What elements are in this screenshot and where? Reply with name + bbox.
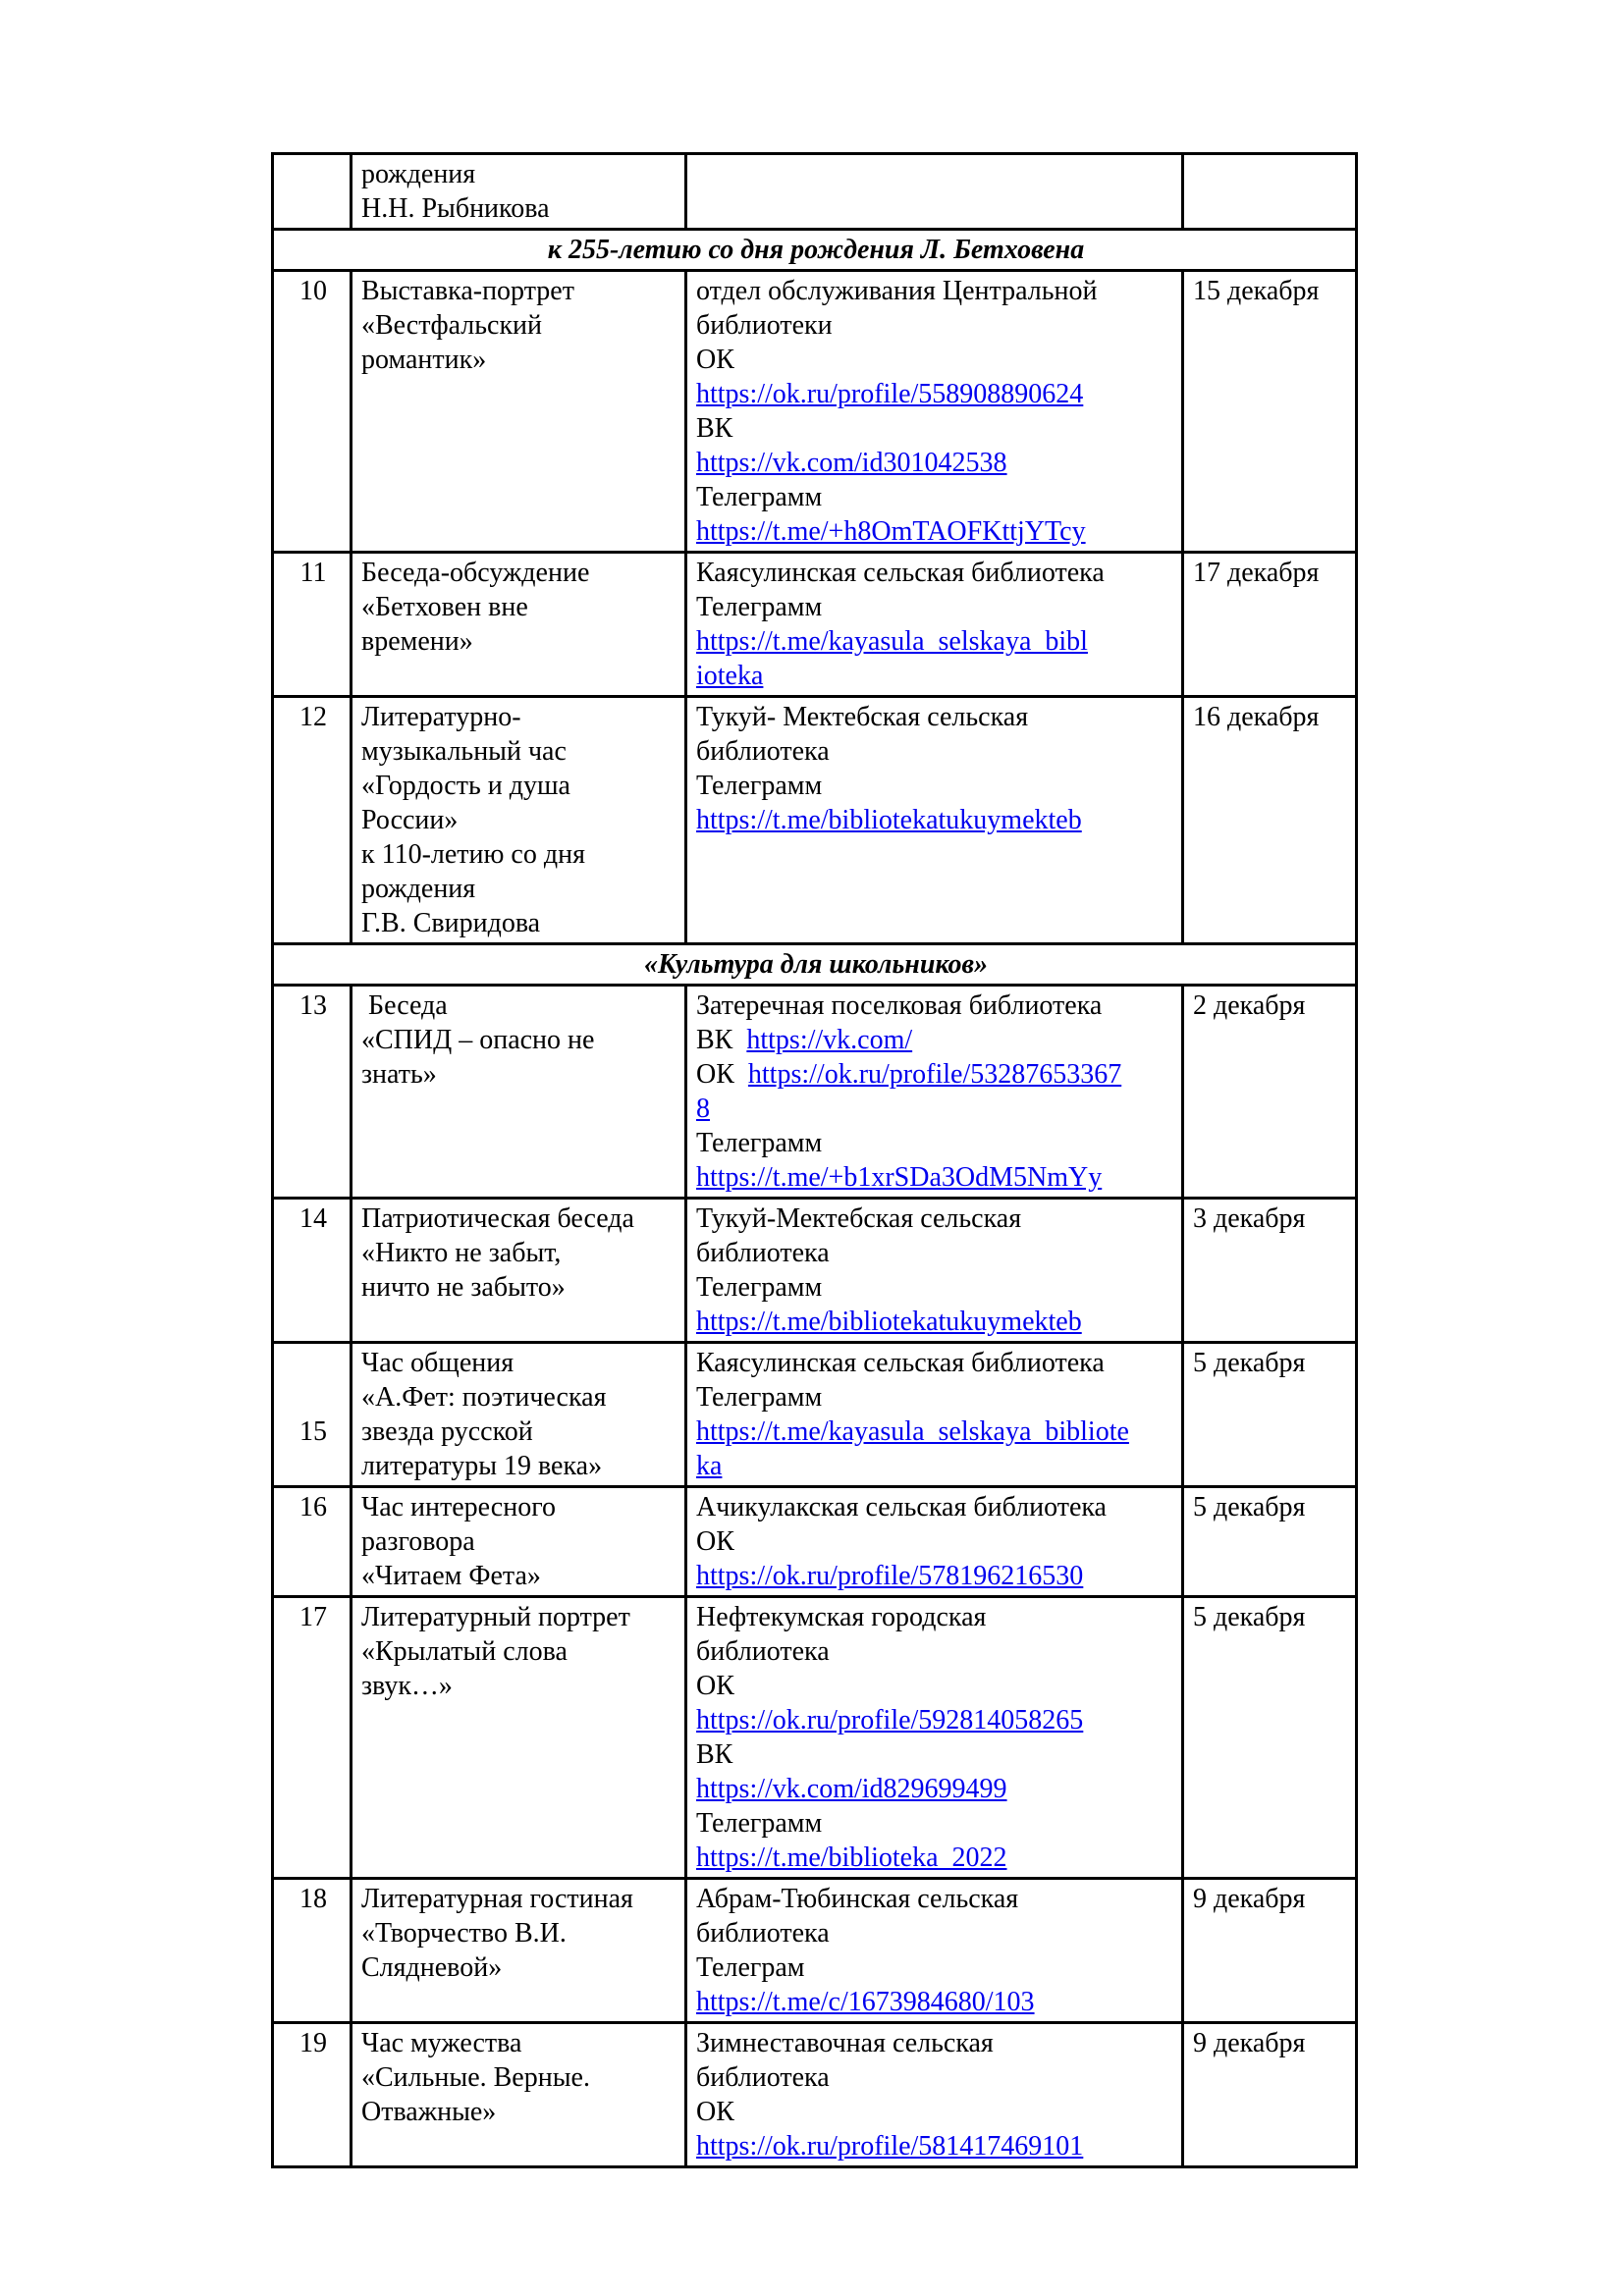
event-details-cell — [686, 1199, 1183, 1343]
event-title-cell — [352, 553, 686, 697]
event-title-cell — [352, 1879, 686, 2023]
event-details-line — [696, 480, 1175, 514]
event-details-line — [696, 1703, 1175, 1737]
row-number-cell — [273, 1879, 352, 2023]
event-title-line: «Бетховен вне — [361, 592, 528, 622]
event-date-cell — [1183, 2023, 1357, 2167]
event-details-line — [696, 1806, 1175, 1841]
event-details-line — [696, 769, 1175, 803]
details-text: Телеграмм — [696, 482, 823, 512]
details-text: Затеречная поселковая библиотека — [696, 990, 1103, 1021]
social-link[interactable]: https://t.me/bibliotekatukuymekteb — [696, 805, 1082, 835]
row-number: 11 — [299, 558, 327, 588]
details-text: ВК — [696, 1739, 733, 1770]
details-text: Телеграмм — [696, 592, 823, 622]
event-title-line: Беседа-обсуждение — [361, 558, 590, 588]
event-details-line — [696, 1236, 1175, 1270]
event-details-line — [696, 308, 1175, 343]
event-date-cell — [1183, 986, 1357, 1199]
event-details-cell — [686, 2023, 1183, 2167]
table-row — [273, 986, 1357, 1199]
details-text: Телеграмм — [696, 1382, 823, 1413]
event-date-cell — [1183, 271, 1357, 553]
event-title-cell — [352, 1199, 686, 1343]
event-details-cell — [686, 1343, 1183, 1487]
event-details-line — [696, 274, 1175, 308]
row-number: 14 — [299, 1203, 327, 1234]
event-title-cell — [352, 1597, 686, 1879]
event-details-line — [696, 343, 1175, 377]
social-link[interactable]: https://t.me/bibliotekatukuymekteb — [696, 1307, 1082, 1337]
event-date: 9 декабря — [1193, 1884, 1306, 1914]
details-text: ОК — [696, 1059, 748, 1090]
social-link[interactable]: https://ok.ru/profile/558908890624 — [696, 379, 1084, 409]
event-details-line — [696, 1490, 1175, 1524]
event-details-line — [696, 1092, 1175, 1126]
event-date: 17 декабря — [1193, 558, 1320, 588]
row-number: 13 — [299, 990, 327, 1021]
section-title: к 255-летию со дня рождения Л. Бетховена — [273, 230, 1357, 271]
event-details-line — [696, 1449, 1175, 1483]
details-text: Телеграмм — [696, 1272, 823, 1303]
row-number-cell — [273, 986, 352, 1199]
event-title-line: «Читаем Фета» — [361, 1561, 541, 1591]
social-link[interactable]: https://vk.com/id301042538 — [696, 448, 1007, 478]
social-link[interactable]: https://ok.ru/profile/581417469101 — [696, 2131, 1084, 2162]
row-number: 10 — [299, 276, 327, 306]
social-link[interactable]: https://ok.ru/profile/53287653367 — [747, 1059, 1122, 1090]
event-title-line: Выставка-портрет — [361, 276, 574, 306]
event-details-line — [696, 1559, 1175, 1593]
event-details-cell — [686, 271, 1183, 553]
table-row — [273, 154, 1357, 230]
event-details-line — [696, 1160, 1175, 1195]
event-date-cell — [1183, 1487, 1357, 1597]
event-date: 15 декабря — [1193, 276, 1320, 306]
table-row — [273, 697, 1357, 944]
event-details-line — [696, 446, 1175, 480]
row-number: 18 — [299, 1884, 327, 1914]
event-title-line: разговора — [361, 1526, 475, 1557]
event-date: 9 декабря — [1193, 2028, 1306, 2058]
event-details-line — [696, 514, 1175, 549]
event-title-cell — [352, 1487, 686, 1597]
table-row — [273, 1343, 1357, 1487]
row-number-cell — [273, 1343, 352, 1487]
event-details-line — [696, 1985, 1175, 2019]
social-link[interactable]: https://ok.ru/profile/578196216530 — [696, 1561, 1084, 1591]
event-title-line: музыкальный час — [361, 736, 567, 767]
event-details-cell — [686, 553, 1183, 697]
event-title-line: Час общения — [361, 1348, 514, 1378]
event-details-cell — [686, 1487, 1183, 1597]
event-details-line — [696, 1600, 1175, 1634]
event-details-line — [696, 1380, 1175, 1415]
event-details-line — [696, 1737, 1175, 1772]
social-link[interactable]: https://t.me/+b1xrSDa3OdM5NmYy — [696, 1162, 1103, 1193]
row-number-cell — [273, 1597, 352, 1879]
event-title-line: Литературно- — [361, 702, 521, 732]
event-title-line: звук…» — [361, 1671, 453, 1701]
event-title-line: Час мужества — [361, 2028, 522, 2058]
event-title-line: Н.Н. Рыбникова — [361, 193, 550, 224]
row-number: 17 — [299, 1602, 327, 1632]
social-link[interactable]: https://vk.com/ — [746, 1025, 913, 1055]
details-text: Нефтекумская городская — [696, 1602, 987, 1632]
event-title-line: литературы 19 века» — [361, 1451, 603, 1481]
details-text: ОК — [696, 1526, 734, 1557]
table-row — [273, 553, 1357, 697]
event-title-line: «А.Фет: поэтическая — [361, 1382, 607, 1413]
event-details-line — [696, 700, 1175, 734]
event-title-line: «СПИД – опасно не — [361, 1025, 595, 1055]
event-title-line: «Творчество В.И. — [361, 1918, 567, 1949]
event-title-line: рождения — [361, 159, 476, 189]
details-text: библиотеки — [696, 310, 833, 341]
row-number: 15 — [299, 1416, 327, 1447]
event-date: 5 декабря — [1193, 1602, 1306, 1632]
row-number: 12 — [299, 702, 327, 732]
event-title-line: к 110-летию со дня — [361, 839, 585, 870]
event-title-line: России» — [361, 805, 459, 835]
event-details-line — [696, 1346, 1175, 1380]
social-link[interactable]: https://ok.ru/profile/592814058265 — [696, 1705, 1084, 1735]
table-row — [273, 1597, 1357, 1879]
event-title-line: «Вестфальский — [361, 310, 543, 341]
event-title-line: Литературный портрет — [361, 1602, 630, 1632]
details-text: Ачикулакская сельская библиотека — [696, 1492, 1107, 1522]
events-table — [271, 152, 1358, 2168]
event-title-line: Г.В. Свиридова — [361, 908, 541, 938]
social-link[interactable]: ka — [696, 1451, 723, 1481]
details-text: отдел обслуживания Центральной — [696, 276, 1098, 306]
event-date-cell — [1183, 1343, 1357, 1487]
event-details-line — [696, 1057, 1175, 1092]
event-details-line — [696, 2129, 1175, 2163]
row-number-cell — [273, 154, 352, 230]
event-date-cell — [1183, 1879, 1357, 2023]
details-text: Телеграмм — [696, 771, 823, 801]
event-date-cell — [1183, 1199, 1357, 1343]
event-details-line — [696, 2060, 1175, 2095]
details-text: библиотека — [696, 1238, 830, 1268]
event-details-line — [696, 1270, 1175, 1305]
event-title-cell — [352, 1343, 686, 1487]
details-text: Абрам-Тюбинская сельская — [696, 1884, 1019, 1914]
event-title-cell — [352, 2023, 686, 2167]
event-details-line — [696, 1305, 1175, 1339]
event-details-cell — [686, 154, 1183, 230]
section-title: «Культура для школьников» — [273, 944, 1357, 986]
event-details-line — [696, 988, 1175, 1023]
event-date: 5 декабря — [1193, 1348, 1306, 1378]
event-title-line: Беседа — [361, 990, 448, 1021]
event-title-cell — [352, 986, 686, 1199]
details-text: Телеграмм — [696, 1808, 823, 1839]
event-details-line — [696, 590, 1175, 624]
details-text: библиотека — [696, 1636, 830, 1667]
event-title-line: «Никто не забыт, — [361, 1238, 562, 1268]
details-text: Зимнеставочная сельская — [696, 2028, 994, 2058]
event-title-line: Отважные» — [361, 2097, 497, 2127]
event-title-line: звезда русской — [361, 1416, 533, 1447]
social-link[interactable]: https://t.me/+h8OmTAOFKttjYTcy — [696, 516, 1086, 547]
details-text: ОК — [696, 2097, 734, 2127]
event-details-cell — [686, 697, 1183, 944]
event-title-line: Литературная гостиная — [361, 1884, 633, 1914]
event-details-line — [696, 1916, 1175, 1950]
event-details-line — [696, 2026, 1175, 2060]
event-date: 16 декабря — [1193, 702, 1320, 732]
details-text: библиотека — [696, 736, 830, 767]
event-details-line — [696, 1841, 1175, 1875]
event-details-line — [696, 1023, 1175, 1057]
details-text: Каясулинская сельская библиотека — [696, 1348, 1105, 1378]
event-title-line: рождения — [361, 874, 476, 904]
row-number-cell — [273, 1199, 352, 1343]
event-details-line — [696, 2095, 1175, 2129]
event-details-line — [696, 1634, 1175, 1669]
event-details-line — [696, 556, 1175, 590]
row-number: 19 — [299, 2028, 327, 2058]
social-link[interactable]: https://t.me/c/1673984680/103 — [696, 1987, 1035, 2017]
details-text: Каясулинская сельская библиотека — [696, 558, 1105, 588]
details-text: Телеграмм — [696, 1128, 823, 1158]
event-details-line — [696, 1524, 1175, 1559]
row-number-cell — [273, 553, 352, 697]
event-title-cell — [352, 271, 686, 553]
table-row — [273, 1199, 1357, 1343]
event-title-line: «Гордость и душа — [361, 771, 570, 801]
table-row — [273, 1487, 1357, 1597]
event-details-line — [696, 1415, 1175, 1449]
event-date-cell — [1183, 154, 1357, 230]
event-date: 5 декабря — [1193, 1492, 1306, 1522]
event-details-line — [696, 803, 1175, 837]
social-link[interactable]: ioteka — [696, 661, 764, 691]
details-text: Телеграм — [696, 1952, 805, 1983]
details-text: Тукуй- Мектебская сельская — [696, 702, 1029, 732]
event-date: 2 декабря — [1193, 990, 1306, 1021]
row-number-cell — [273, 271, 352, 553]
social-link[interactable]: https://vk.com/id829699499 — [696, 1774, 1007, 1804]
social-link[interactable]: https://t.me/kayasula_selskaya_bibliote — [696, 1416, 1129, 1447]
section-header-row — [273, 944, 1357, 986]
event-title-cell — [352, 697, 686, 944]
row-number-cell — [273, 1487, 352, 1597]
event-title-cell — [352, 154, 686, 230]
event-details-line — [696, 377, 1175, 411]
event-details-cell — [686, 1597, 1183, 1879]
table-row — [273, 2023, 1357, 2167]
details-text: ВК — [696, 1025, 747, 1055]
event-date-cell — [1183, 697, 1357, 944]
social-link[interactable]: https://t.me/biblioteka_2022 — [696, 1842, 1007, 1873]
table-row — [273, 1879, 1357, 2023]
event-details-cell — [686, 986, 1183, 1199]
details-text: библиотека — [696, 1918, 830, 1949]
event-details-line — [696, 1126, 1175, 1160]
row-number-cell — [273, 2023, 352, 2167]
event-details-line — [696, 1950, 1175, 1985]
event-title-line: «Крылатый слова — [361, 1636, 568, 1667]
event-title-line: Патриотическая беседа — [361, 1203, 634, 1234]
event-details-line — [696, 1772, 1175, 1806]
event-details-line — [696, 734, 1175, 769]
event-details-line — [696, 659, 1175, 693]
event-details-cell — [686, 1879, 1183, 2023]
details-text: ОК — [696, 1671, 734, 1701]
event-date: 3 декабря — [1193, 1203, 1306, 1234]
event-details-line — [696, 624, 1175, 659]
events-table-body — [273, 154, 1357, 2167]
details-text: ОК — [696, 345, 734, 375]
social-link[interactable]: 8 — [696, 1094, 710, 1124]
event-title-line: знать» — [361, 1059, 437, 1090]
event-title-line: Час интересного — [361, 1492, 557, 1522]
details-text: библиотека — [696, 2062, 830, 2093]
event-details-line — [696, 1201, 1175, 1236]
event-title-line: времени» — [361, 626, 473, 657]
details-text: Тукуй-Мектебская сельская — [696, 1203, 1022, 1234]
details-text: ВК — [696, 413, 733, 444]
event-title-line: романтик» — [361, 345, 487, 375]
row-number-cell — [273, 697, 352, 944]
section-header-row — [273, 230, 1357, 271]
table-row — [273, 271, 1357, 553]
event-title-line: Слядневой» — [361, 1952, 503, 1983]
row-number: 16 — [299, 1492, 327, 1522]
social-link[interactable]: https://t.me/kayasula_selskaya_bibl — [696, 626, 1088, 657]
event-title-line: ничто не забыто» — [361, 1272, 566, 1303]
event-title-line: «Сильные. Верные. — [361, 2062, 590, 2093]
event-date-cell — [1183, 553, 1357, 697]
event-date-cell — [1183, 1597, 1357, 1879]
event-details-line — [696, 1882, 1175, 1916]
event-details-line — [696, 1669, 1175, 1703]
event-details-line — [696, 411, 1175, 446]
